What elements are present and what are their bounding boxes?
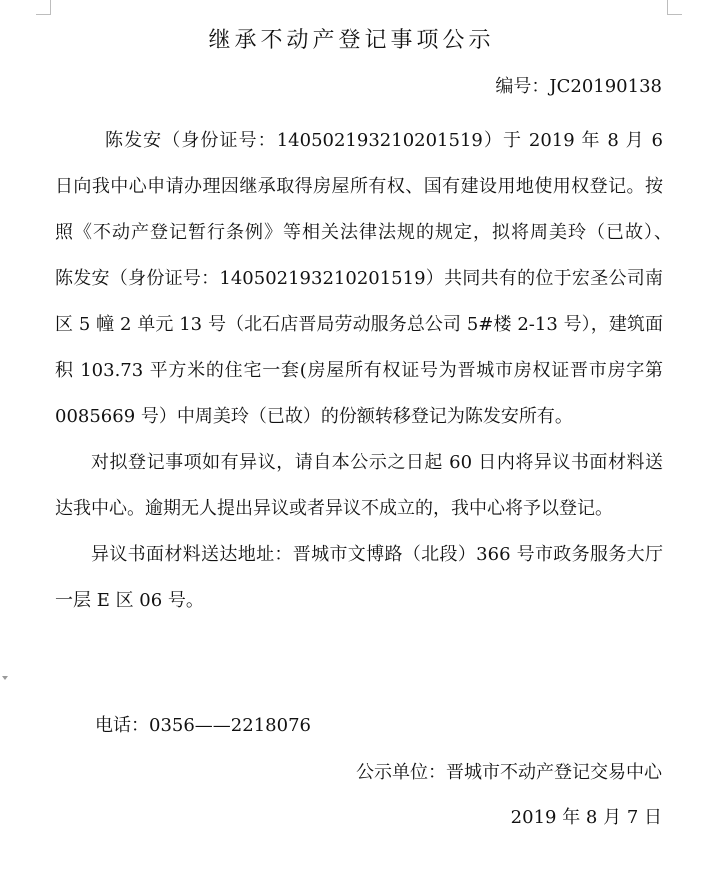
margin-marker-icon: [2, 676, 8, 680]
page-corner-mark-top-left: [36, 0, 51, 15]
publication-date: 2019 年 8 月 7 日: [510, 807, 662, 828]
document-title: 继承不动产登记事项公示: [208, 28, 495, 53]
paragraph-application: 陈发安（身份证号：140502193210201519）于 2019 年 8 月 6 日向我中心申请办理因继承取得房屋所有权、国有建设用地使用权登记。按照《不动产登记暂行条例》等相关法律法规的规定，拟将周美玲（已故）、 陈发安（身份证号：140502193210201519）共同共有的位于宏圣公司南区 5 幢 2 单元 13 号（北石店晋局劳动服务总公司 5#楼 2-13 号），建筑面积 103.73 平方米的住宅一套(房屋所有权证号为晋城市房权证晋市房字第 0085669 号）中周美玲（已故）的份额转移登记为陈发安所有。: [55, 130, 681, 427]
issuing-unit: 公示单位：晋城市不动产登记交易中心: [356, 762, 662, 783]
paragraph-address: 异议书面材料送达地址：晋城市文博路（北段）366 号市政务服务大厅一层 E 区 06 号。: [55, 544, 663, 611]
page-corner-mark-top-right: [667, 0, 682, 15]
contact-phone: 电话：0356——2218076: [95, 715, 311, 736]
paragraph-objection: 对拟登记事项如有异议，请自本公示之日起 60 日内将异议书面材料送达我中心。逾期无人提出异议或者异议不成立的，我中心将予以登记。: [55, 452, 663, 519]
document-body: [55, 118, 681, 624]
document-number: 编号：JC20190138: [495, 76, 662, 97]
